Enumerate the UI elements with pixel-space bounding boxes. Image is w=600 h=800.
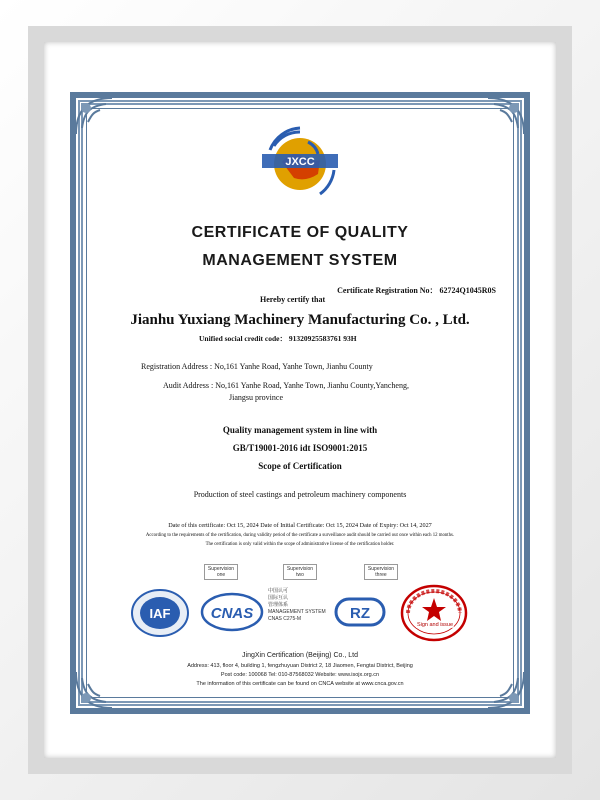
- cnas-text: CNAS: [210, 605, 254, 622]
- official-seal: [400, 584, 468, 642]
- sign-and-issue-label: Sign and issue: [416, 622, 454, 628]
- scope-description: Production of steel castings and petroleum machinery components: [193, 490, 407, 499]
- cnas-caption-line: 管理体系: [268, 602, 289, 608]
- certificate-subtitle: MANAGEMENT SYSTEM: [202, 252, 398, 269]
- supervision-label: Supervision: [207, 566, 235, 572]
- cnas-caption-line: 中国认可: [268, 588, 289, 594]
- qms-statement: Quality management system in line with: [222, 425, 378, 435]
- cnca-note: The information of this certificate can be found on CNCA website at www.cnca.gov.cn: [196, 681, 404, 687]
- iaf-text: IAF: [149, 606, 171, 621]
- company-name: Jianhu Yuxiang Machinery Manufacturing Co. , Ltd.: [130, 312, 470, 328]
- supervision-number: three: [375, 572, 387, 578]
- cnas-caption-line: CNAS C275-M: [268, 616, 302, 622]
- certificate-title: CERTIFICATE OF QUALITY: [191, 224, 409, 241]
- standard: GB/T19001-2016 idt ISO9001:2015: [232, 443, 368, 453]
- supervision-number: two: [296, 572, 304, 578]
- supervision-box-two: [283, 564, 317, 580]
- requirement-note: According to the requirements of the certification, during validity period of the certificate a surveillance audit should be carried out once within each 12 months.: [145, 533, 455, 538]
- logo-text: JXCC: [285, 156, 315, 168]
- credit-code: Unified social credit code： 91320925583761 93H: [199, 334, 357, 343]
- supervision-box-one: [204, 564, 238, 580]
- rz-mark: [334, 597, 386, 627]
- supervision-number: one: [216, 572, 226, 578]
- cnas-caption: [268, 588, 326, 623]
- scope-title: Scope of Certification: [258, 461, 342, 471]
- jxcc-logo: [258, 120, 342, 204]
- corner-ornament: [484, 94, 528, 138]
- supervision-label: Supervision: [367, 566, 395, 572]
- audit-address: Audit Address : No,161 Yanhe Road, Yanhe Town, Jianhu County,Yancheng,: [163, 381, 409, 390]
- supervision-box-three: [364, 564, 398, 580]
- registration-address: Registration Address : No,161 Yanhe Road, Yanhe Town, Jianhu County: [141, 362, 373, 371]
- supervision-label: Supervision: [286, 566, 314, 572]
- corner-ornament: [72, 94, 116, 138]
- issuer-address: Address: 413, floor 4, building 1, fengzhuyuan District 2, 18 Jiaomen, Fengtai District, Beijing: [187, 663, 413, 669]
- rz-text: RZ: [350, 605, 370, 622]
- iaf-mark: [130, 588, 190, 638]
- certificate: [70, 92, 530, 714]
- issuer-contact: Post code: 100068 Tel: 010-87568032 Website: www.isojx.org.cn: [220, 672, 380, 678]
- registration-number: Certificate Registration No： 62724Q1045R0S: [337, 286, 496, 295]
- audit-address-continued: Jiangsu province: [229, 393, 283, 402]
- issuer-name: JingXin Certification (Beijing) Co., Ltd: [242, 652, 358, 659]
- cnas-caption-line: MANAGEMENT SYSTEM: [268, 609, 326, 615]
- validity-note: The certification is only valid within the scope of administrative license of the certification holder.: [205, 542, 395, 547]
- hereby-certify: Hereby certify that: [260, 295, 326, 304]
- certificate-dates: Date of this certificate: Oct 15, 2024 Date of Initial Certificate: Oct 15, 2024 Date of Expiry: Oct 14, 2027: [168, 522, 432, 529]
- cnas-caption-line: 国际互认: [268, 595, 289, 601]
- cnas-mark: [200, 592, 264, 632]
